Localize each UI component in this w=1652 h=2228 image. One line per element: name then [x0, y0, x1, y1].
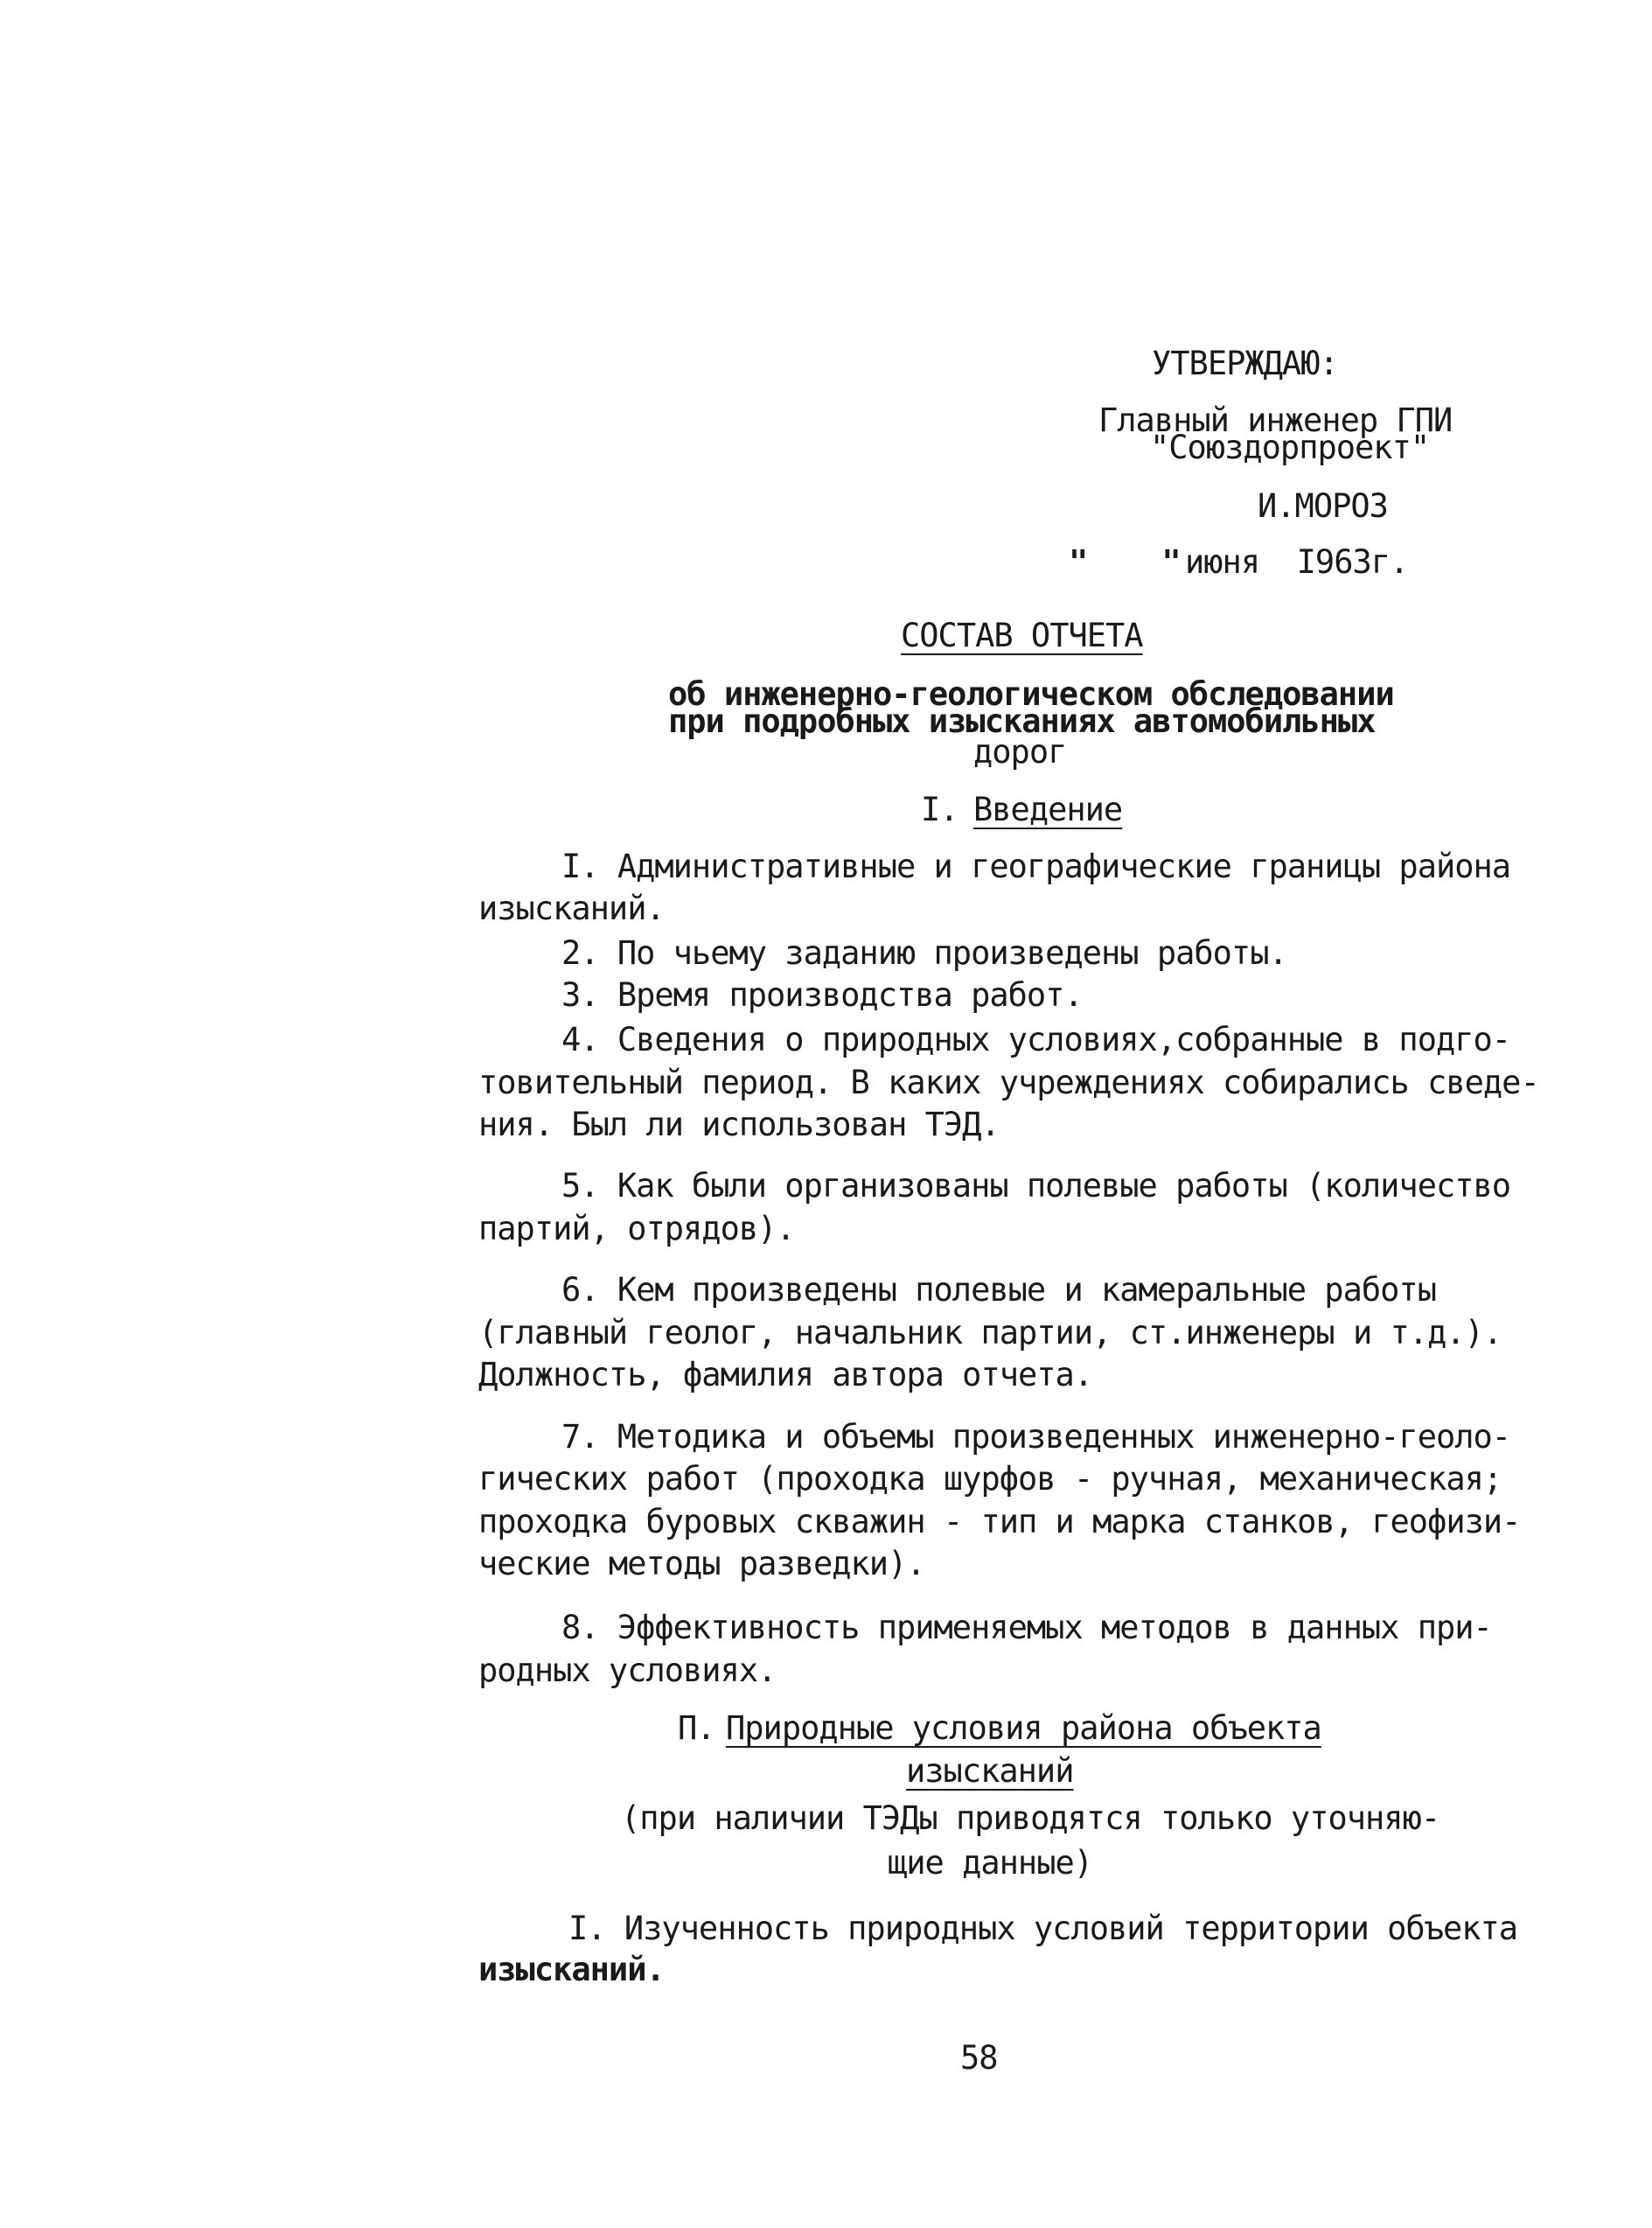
approval-heading: УТВЕРЖДАЮ: [1152, 345, 1338, 382]
item-3: 3. Время производства работ. [561, 976, 1083, 1014]
section1-number: I. [921, 791, 958, 828]
item-8-line1: 8. Эффективность применяемых методов в данных при- [561, 1609, 1492, 1646]
approval-name: И.МОРОЗ [1258, 487, 1388, 525]
section2-note-line1: (при наличии ТЭДы приводятся только уточняю- [621, 1799, 1440, 1837]
section1-heading: Введение [973, 791, 1123, 828]
report-title: СОСТАВ ОТЧЕТА [901, 617, 1143, 654]
section2-note-line2: щие данные) [888, 1844, 1093, 1882]
approval-position-line2: "Союздорпроект" [1150, 429, 1430, 466]
item-1-line1: I. Административные и географические границы района [561, 848, 1511, 885]
item-4-line3: ния. Был ли использован ТЭД. [478, 1106, 1000, 1143]
item-5-line2: партий, отрядов). [478, 1210, 795, 1247]
item-4-line2: товительный период. В каких учреждениях собирались сведе- [478, 1064, 1539, 1101]
approval-date: июня I963г. [1185, 543, 1409, 581]
item-1-line2: изысканий. [478, 890, 665, 927]
item-7-line3: проходка буровых скважин - тип и марка станков, геофизи- [478, 1503, 1521, 1540]
item-6-line3: Должность, фамилия автора отчета. [478, 1356, 1093, 1393]
item-6-line2: (главный геолог, начальник партии, ст.инженеры и т.д.). [478, 1314, 1502, 1351]
section2-heading-line1: Природные условия района объекта [726, 1709, 1321, 1747]
approval-date-quotes: " " [1069, 543, 1181, 581]
page-number: 58 [960, 2039, 998, 2077]
section2-heading-line2: изысканий [906, 1752, 1074, 1790]
section2-number: П. [678, 1709, 715, 1747]
item-7-line2: гических работ (проходка шурфов - ручная, механическая; [478, 1460, 1502, 1498]
approval-position-line1: Главный инженер ГПИ [1098, 402, 1453, 439]
item-6-line1: 6. Кем произведены полевые и камеральные работы [561, 1271, 1436, 1309]
report-subtitle-line1: об инженерно-геологическом обследовании [668, 675, 1394, 713]
report-subtitle-line2: при подробных изысканиях автомобильных [668, 702, 1376, 740]
item-8-line2: родных условиях. [478, 1652, 777, 1689]
section2-item-1-line1: I. Изученность природных условий территории объекта [568, 1910, 1518, 1947]
report-subtitle-line3: дорог [973, 733, 1067, 771]
section2-item-1-line2: изысканий. [478, 1951, 665, 1988]
item-7-line1: 7. Методика и объемы произведенных инженерно-геоло- [561, 1418, 1511, 1456]
item-4-line1: 4. Сведения о природных условиях,собранные в подго- [561, 1021, 1511, 1058]
item-2: 2. По чьему заданию произведены работы. [561, 934, 1287, 972]
item-5-line1: 5. Как были организованы полевые работы (количество [561, 1167, 1511, 1205]
item-7-line4: ческие методы разведки). [478, 1545, 925, 1582]
